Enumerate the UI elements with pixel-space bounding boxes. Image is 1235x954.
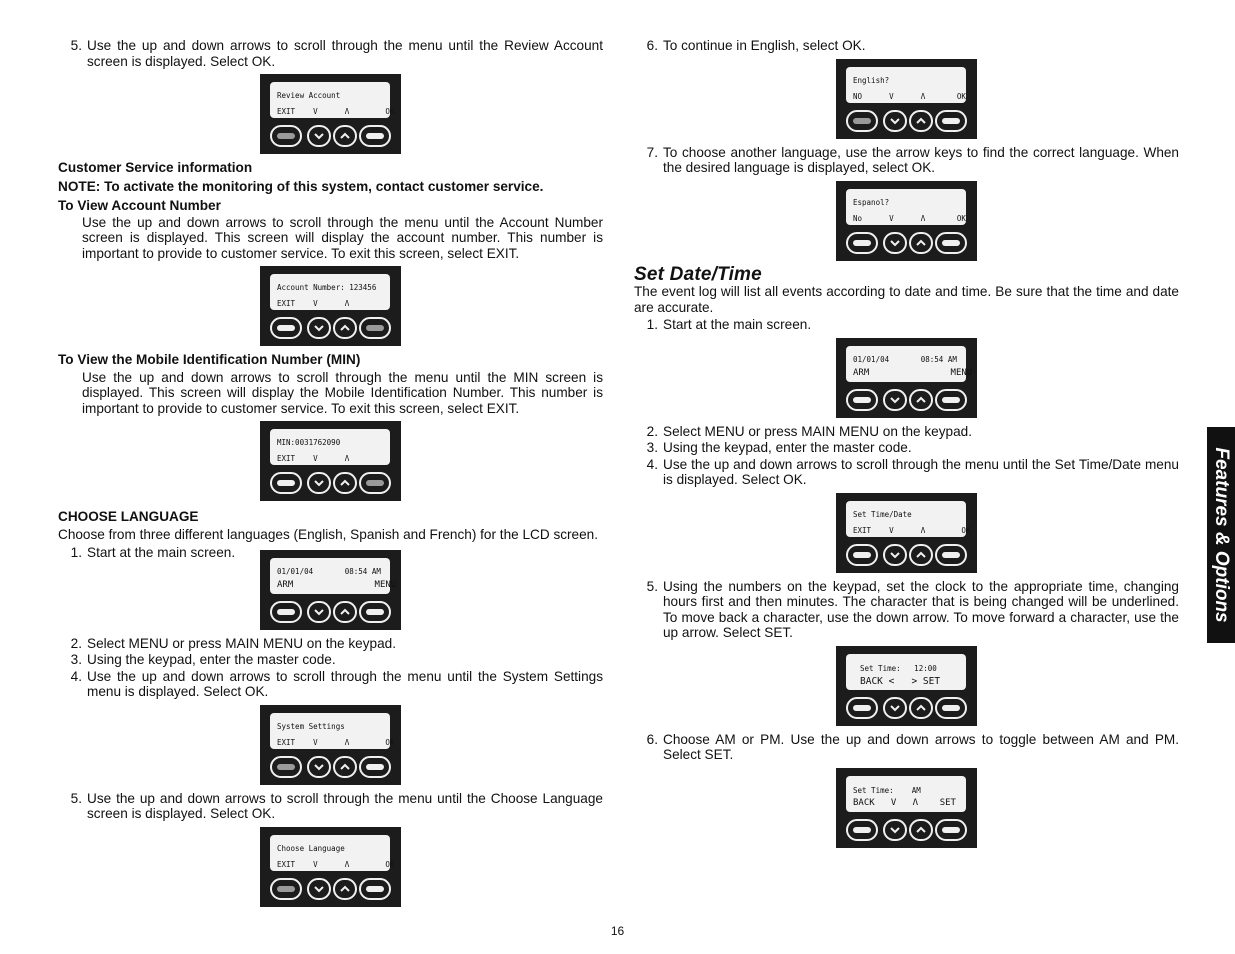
down-arrow-button[interactable] — [307, 756, 331, 778]
step-text: Use the up and down arrows to scroll through the menu until the Choose Language screen is displayed. Select OK. — [87, 790, 603, 821]
lcd-line-1: Account Number: 123456 — [277, 283, 377, 292]
left-column — [58, 38, 603, 913]
lcd-line-2: EXIT V Λ — [277, 454, 350, 463]
right-soft-button[interactable] — [359, 472, 391, 494]
lcd-line-2: ARM MENU — [853, 367, 973, 378]
lcd-line-2: EXIT V Λ OK — [277, 107, 395, 116]
keypad-device — [836, 59, 977, 139]
chevron-down-icon — [885, 821, 905, 839]
lcd-line-2: ARM MENU — [277, 579, 397, 590]
down-arrow-button[interactable] — [883, 697, 907, 719]
keypad-screen-set-time — [634, 646, 1179, 726]
right-soft-button[interactable] — [359, 756, 391, 778]
chevron-up-icon — [335, 758, 355, 776]
up-arrow-button[interactable] — [909, 110, 933, 132]
lang-step-5 — [58, 791, 603, 822]
chevron-down-icon — [309, 319, 329, 337]
up-arrow-button[interactable] — [333, 878, 357, 900]
down-arrow-button[interactable] — [307, 878, 331, 900]
lcd-line-1: MIN:0031762090 — [277, 438, 341, 447]
date-step-2 — [634, 424, 1179, 440]
lcd-line-1: Set Time/Date — [853, 509, 912, 519]
lcd-line-2: EXIT V Λ OK — [277, 737, 395, 747]
keypad-screen-english — [634, 59, 1179, 139]
keypad-buttons — [846, 819, 968, 843]
step-review-account — [58, 38, 603, 69]
step-text: Select MENU or press MAIN MENU on the keypad. — [663, 423, 972, 439]
down-arrow-button[interactable] — [883, 819, 907, 841]
chevron-up-icon — [911, 112, 931, 130]
lcd-line-1: Espanol? — [853, 197, 890, 207]
step-number: 5. — [646, 578, 658, 594]
step-number: 3. — [70, 652, 82, 667]
lcd-line-2: EXIT V Λ OK — [277, 859, 395, 869]
keypad-buttons — [270, 878, 392, 902]
left-soft-button[interactable] — [270, 125, 302, 147]
choose-language-heading: CHOOSE LANGUAGE — [58, 509, 199, 524]
step-text: Using the numbers on the keypad, set the clock to the appropriate time, changing hours first and then minutes. The character that is being changed will be underlined. To move back a character, use the down arrow. To move forward a character, use the up arrow. Select SET. — [663, 578, 1179, 640]
keypad-device — [836, 338, 977, 418]
chevron-down-icon — [309, 758, 329, 776]
keypad-device — [836, 646, 977, 726]
left-soft-button[interactable] — [270, 878, 302, 900]
down-arrow-button[interactable] — [307, 601, 331, 623]
keypad-screen-main — [58, 550, 603, 630]
lcd-display — [270, 429, 390, 465]
up-arrow-button[interactable] — [333, 756, 357, 778]
keypad-screen-main — [634, 338, 1179, 418]
step-number: 1. — [70, 545, 82, 560]
chevron-up-icon — [335, 319, 355, 337]
step-number: 5. — [70, 38, 82, 53]
lcd-line-2: EXIT V Λ OK — [853, 525, 971, 535]
step-text: To choose another language, use the arrow keys to find the correct language. When the desired language is displayed, select OK. — [663, 144, 1179, 175]
left-soft-button[interactable] — [270, 601, 302, 623]
side-tab-features-options — [1207, 427, 1235, 643]
right-soft-button[interactable] — [359, 878, 391, 900]
chevron-down-icon — [885, 112, 905, 130]
keypad-device — [260, 705, 401, 785]
customer-service-heading: Customer Service information — [58, 160, 253, 175]
left-soft-button[interactable] — [846, 697, 878, 719]
chevron-down-icon — [885, 699, 905, 717]
down-arrow-button[interactable] — [883, 232, 907, 254]
step-number: 4. — [70, 668, 82, 684]
right-column — [634, 38, 1179, 854]
lcd-line-1: 01/01/04 08:54 AM — [853, 354, 957, 364]
step-text: Using the keypad, enter the master code. — [87, 652, 336, 667]
up-arrow-button[interactable] — [909, 819, 933, 841]
lcd-display — [846, 501, 971, 537]
step-text: Start at the main screen. — [87, 545, 236, 560]
lcd-display — [846, 67, 966, 103]
left-soft-button[interactable] — [846, 544, 878, 566]
date-step-1 — [634, 317, 1179, 333]
keypad-screen-account — [58, 266, 603, 346]
down-arrow-button[interactable] — [883, 389, 907, 411]
lcd-line-1: Review Account — [277, 91, 341, 100]
view-account-text: Use the up and down arrows to scroll through the menu until the Account Number screen is displayed. This screen will display the account number. This number is important to provide to customer service. To exit this screen, select EXIT. — [82, 214, 603, 261]
chevron-up-icon — [911, 234, 931, 252]
step-text: Choose AM or PM. Use the up and down arrows to toggle between AM and PM. Select SET. — [663, 731, 1179, 762]
date-step-6 — [634, 732, 1179, 763]
lcd-line-2: BACK V Λ SET — [853, 797, 956, 808]
lcd-display — [846, 189, 966, 225]
chevron-up-icon — [335, 474, 355, 492]
keypad-buttons — [270, 125, 392, 149]
up-arrow-button[interactable] — [333, 125, 357, 147]
step-number: 5. — [70, 790, 82, 806]
section-heading-date-time: Set Date/Time — [634, 263, 762, 285]
date-step-5 — [634, 579, 1179, 641]
keypad-screen-set-time-date — [634, 493, 1179, 573]
step-text: Using the keypad, enter the master code. — [663, 440, 912, 455]
up-arrow-button[interactable] — [909, 389, 933, 411]
keypad-buttons — [270, 317, 392, 341]
step-number: 6. — [646, 38, 658, 53]
step-number: 6. — [646, 731, 658, 747]
keypad-buttons — [846, 389, 968, 413]
lcd-display — [270, 274, 390, 310]
left-soft-button[interactable] — [846, 819, 878, 841]
lcd-line-1: Choose Language — [277, 843, 345, 853]
lcd-display — [846, 654, 966, 690]
right-soft-button[interactable] — [935, 389, 967, 411]
step-number: 3. — [646, 440, 658, 455]
lcd-line-2: NO V Λ OK — [853, 91, 966, 101]
down-arrow-button[interactable] — [883, 110, 907, 132]
side-tab-label: Features & Options — [1211, 447, 1232, 623]
keypad-device — [836, 768, 977, 848]
note-text: NOTE: To activate the monitoring of this system, contact customer service. — [58, 178, 544, 194]
up-arrow-button[interactable] — [333, 317, 357, 339]
date-step-4 — [634, 457, 1179, 488]
lcd-line-2: EXIT V Λ — [277, 299, 350, 308]
keypad-screen-min — [58, 421, 603, 501]
step-number: 1. — [646, 317, 658, 332]
left-soft-button[interactable] — [270, 756, 302, 778]
up-arrow-button[interactable] — [333, 472, 357, 494]
keypad-device — [260, 827, 401, 907]
chevron-up-icon — [911, 821, 931, 839]
step-text: Use the up and down arrows to scroll through the menu until the System Settings menu is displayed. Select OK. — [87, 668, 603, 699]
step-number: 4. — [646, 456, 658, 472]
keypad-buttons — [846, 544, 968, 568]
lcd-display — [846, 346, 973, 382]
right-soft-button[interactable] — [359, 125, 391, 147]
right-soft-button[interactable] — [359, 317, 391, 339]
chevron-up-icon — [911, 391, 931, 409]
keypad-buttons — [846, 110, 968, 134]
left-soft-button[interactable] — [846, 389, 878, 411]
down-arrow-button[interactable] — [307, 472, 331, 494]
down-arrow-button[interactable] — [307, 125, 331, 147]
lcd-line-1: Set Time: 12:00 — [860, 663, 937, 673]
keypad-device — [260, 550, 401, 630]
keypad-buttons — [270, 472, 392, 496]
keypad-device — [260, 266, 401, 346]
page-number: 16 — [610, 924, 625, 938]
left-soft-button[interactable] — [846, 232, 878, 254]
lcd-line-2: No V Λ OK — [853, 213, 966, 223]
keypad-screen-espanol — [634, 181, 1179, 261]
right-soft-button[interactable] — [935, 697, 967, 719]
keypad-screen-am-pm — [634, 768, 1179, 848]
keypad-device — [836, 181, 977, 261]
down-arrow-button[interactable] — [883, 544, 907, 566]
right-soft-button[interactable] — [935, 232, 967, 254]
lcd-line-1: English? — [853, 75, 890, 85]
view-account-heading: To View Account Number — [58, 198, 221, 213]
lang-step-6 — [634, 38, 1179, 54]
right-soft-button[interactable] — [935, 819, 967, 841]
lcd-line-1: 01/01/04 08:54 AM — [277, 566, 381, 576]
date-intro-text: The event log will list all events according to date and time. Be sure that the time and date are accurate. — [634, 284, 1179, 315]
chevron-up-icon — [911, 546, 931, 564]
keypad-device — [836, 493, 977, 573]
left-soft-button[interactable] — [270, 472, 302, 494]
step-text: Start at the main screen. — [663, 317, 812, 332]
chevron-down-icon — [885, 546, 905, 564]
chevron-up-icon — [335, 127, 355, 145]
up-arrow-button[interactable] — [333, 601, 357, 623]
lang-step-4 — [58, 669, 603, 700]
step-text: To continue in English, select OK. — [663, 38, 866, 53]
step-text: Use the up and down arrows to scroll through the menu until the Review Account screen is displayed. Select OK. — [87, 38, 603, 69]
lcd-line-2: BACK < > SET — [860, 675, 941, 687]
lcd-line-1: Set Time: AM — [853, 785, 921, 795]
keypad-device — [260, 421, 401, 501]
up-arrow-button[interactable] — [909, 232, 933, 254]
lcd-display — [270, 835, 395, 871]
keypad-screen-review — [58, 74, 603, 154]
step-number: 7. — [646, 144, 658, 160]
right-soft-button[interactable] — [935, 110, 967, 132]
lcd-display — [846, 776, 966, 812]
lcd-line-1: System Settings — [277, 721, 345, 731]
lcd-display — [270, 558, 397, 594]
keypad-device — [260, 74, 401, 154]
chevron-down-icon — [309, 603, 329, 621]
keypad-screen-choose-language — [58, 827, 603, 907]
lang-step-7 — [634, 145, 1179, 176]
choose-language-text: Choose from three different languages (English, Spanish and French) for the LCD screen. — [58, 526, 599, 542]
chevron-down-icon — [885, 391, 905, 409]
view-min-text: Use the up and down arrows to scroll through the menu until the MIN screen is displayed. This screen will display the Mobile Identification Number. This number is important to provide to customer service. To exit this screen, select EXIT. — [82, 369, 603, 416]
keypad-buttons — [846, 697, 968, 721]
step-text: Select MENU or press MAIN MENU on the keypad. — [87, 635, 396, 651]
lcd-display — [270, 82, 395, 118]
chevron-down-icon — [885, 234, 905, 252]
keypad-buttons — [270, 601, 392, 625]
right-soft-button[interactable] — [359, 601, 391, 623]
down-arrow-button[interactable] — [307, 317, 331, 339]
left-soft-button[interactable] — [270, 317, 302, 339]
lang-step-2 — [58, 636, 603, 652]
right-soft-button[interactable] — [935, 544, 967, 566]
chevron-up-icon — [335, 880, 355, 898]
chevron-down-icon — [309, 127, 329, 145]
step-number: 2. — [646, 423, 658, 439]
keypad-buttons — [846, 232, 968, 256]
lcd-display — [270, 713, 395, 749]
step-number: 2. — [70, 635, 82, 651]
chevron-up-icon — [911, 699, 931, 717]
keypad-buttons — [270, 756, 392, 780]
up-arrow-button[interactable] — [909, 697, 933, 719]
view-min-heading: To View the Mobile Identification Number (MIN) — [58, 352, 361, 367]
step-text: Use the up and down arrows to scroll through the menu until the Set Time/Date menu is displayed. Select OK. — [663, 456, 1179, 487]
up-arrow-button[interactable] — [909, 544, 933, 566]
chevron-up-icon — [335, 603, 355, 621]
chevron-down-icon — [309, 474, 329, 492]
chevron-down-icon — [309, 880, 329, 898]
left-soft-button[interactable] — [846, 110, 878, 132]
lang-step-3 — [58, 652, 603, 668]
date-step-3 — [634, 440, 1179, 456]
keypad-screen-system — [58, 705, 603, 785]
